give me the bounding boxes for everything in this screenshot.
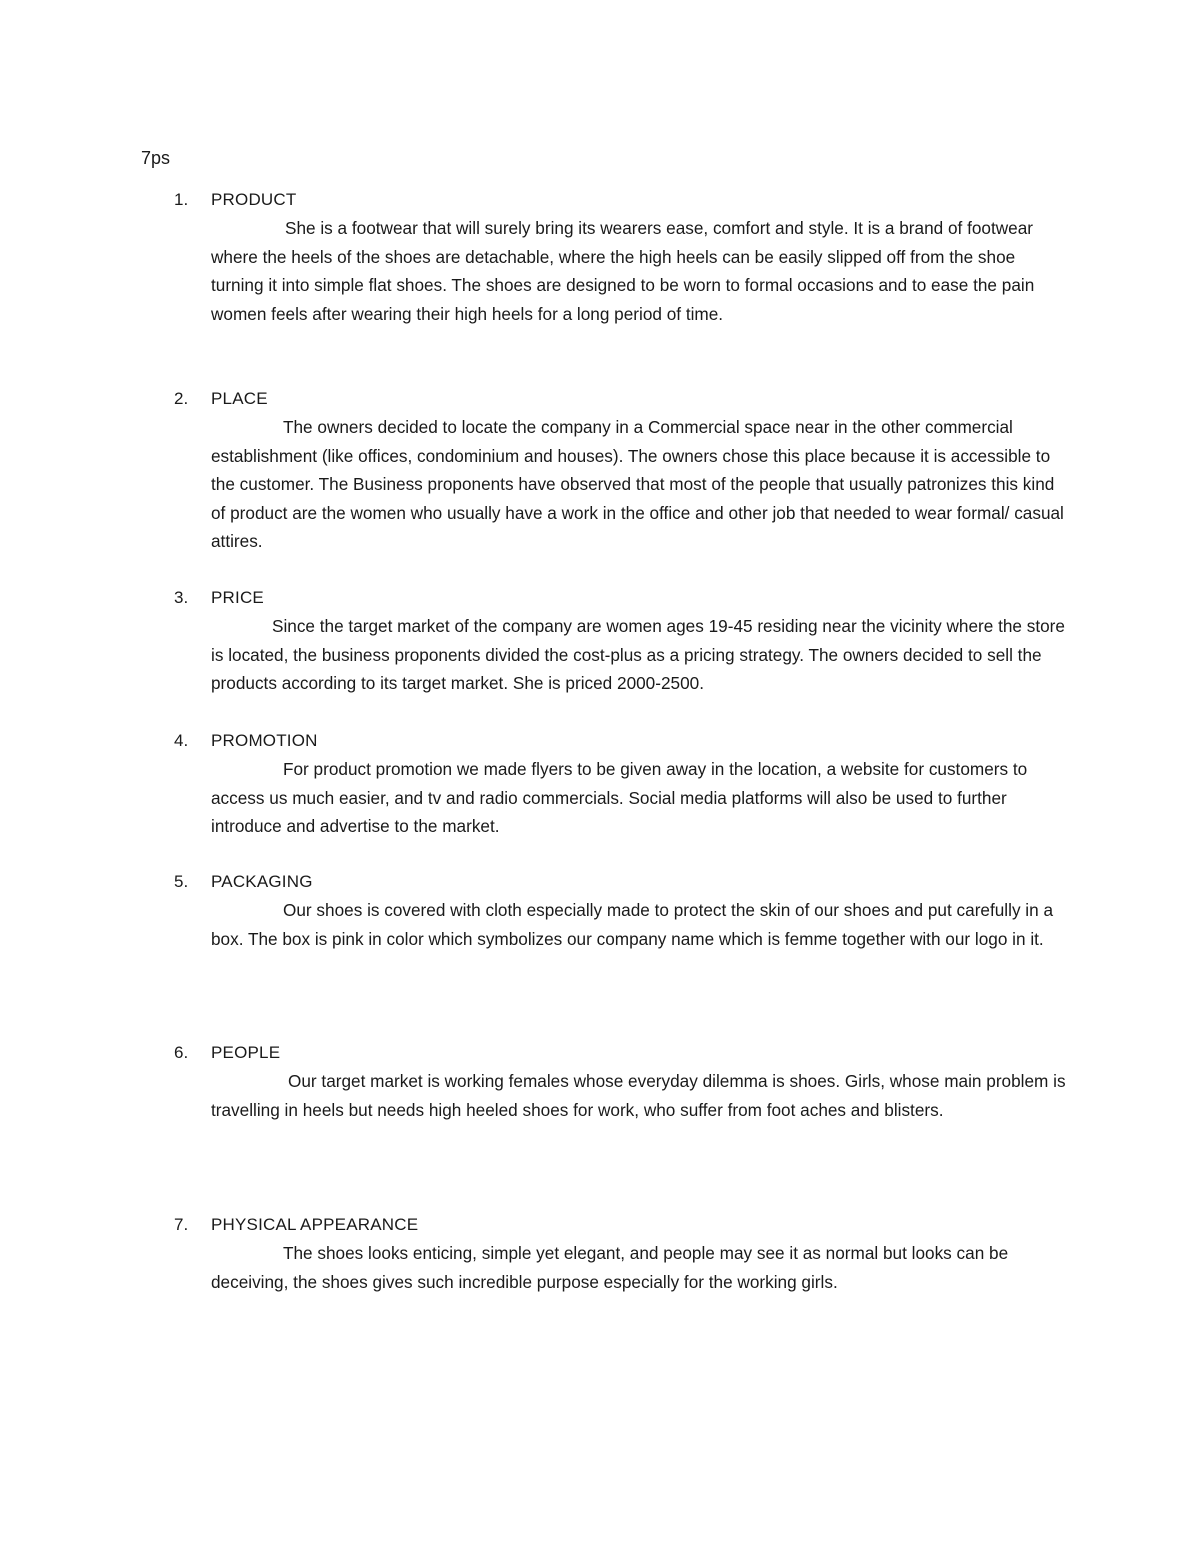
section-paragraph: Our shoes is covered with cloth especially made to protect the skin of our shoes and put carefully in a box. The box is pink in color which symbolizes our company name which is femme together with our logo in it. — [211, 900, 1054, 949]
section-number: 3. — [174, 588, 189, 607]
section-number: 4. — [174, 731, 189, 750]
section-place — [0, 385, 1200, 556]
section-heading — [0, 186, 1200, 214]
section-title: PACKAGING — [211, 872, 313, 891]
section-heading — [0, 385, 1200, 413]
section-physical-appearance — [0, 1211, 1200, 1296]
section-title: PLACE — [211, 389, 268, 408]
section-product — [0, 186, 1200, 328]
section-price — [0, 584, 1200, 698]
section-number: 1. — [174, 190, 189, 209]
section-promotion — [0, 727, 1200, 841]
document-title: 7ps — [141, 148, 171, 168]
section-title: PRODUCT — [211, 190, 297, 209]
section-paragraph: For product promotion we made flyers to be given away in the location, a website for customers to access us much easier, and tv and radio commercials. Social media platforms will also be used to further introduce and advertise to the market. — [211, 759, 1028, 837]
section-heading — [0, 868, 1200, 896]
section-paragraph: Since the target market of the company are women ages 19-45 residing near the vicinity where the store is located, the business proponents divided the cost-plus as a pricing strategy. The owners decided to sell the products according to its target market. She is priced 2000-2500. — [211, 616, 1065, 694]
section-heading — [0, 1039, 1200, 1067]
section-people — [0, 1039, 1200, 1124]
section-paragraph: She is a footwear that will surely bring its wearers ease, comfort and style. It is a brand of footwear where the heels of the shoes are detachable, where the high heels can be easily slipped off from the shoe turning it into simple flat shoes. The shoes are designed to be worn to formal occasions and to ease the pain women feels after wearing their high heels for a long period of time. — [211, 218, 1035, 324]
section-heading — [0, 727, 1200, 755]
section-title: PRICE — [211, 588, 264, 607]
section-title: PHYSICAL APPEARANCE — [211, 1215, 419, 1234]
section-title: PROMOTION — [211, 731, 318, 750]
section-paragraph: The owners decided to locate the company in a Commercial space near in the other commercial establishment (like offices, condominium and houses). The owners chose this place because it is accessible to the customer. The Business proponents have observed that most of the people that usually patronizes this kind of product are the women who usually have a work in the office and other job that needed to wear formal/ casual attires. — [211, 417, 1064, 552]
section-packaging — [0, 868, 1200, 953]
section-paragraph: Our target market is working females whose everyday dilemma is shoes. Girls, whose main problem is travelling in heels but needs high heeled shoes for work, who suffer from foot aches and blisters. — [211, 1071, 1066, 1120]
section-number: 5. — [174, 872, 189, 891]
section-heading — [0, 1211, 1200, 1239]
section-number: 7. — [174, 1215, 189, 1234]
section-title: PEOPLE — [211, 1043, 281, 1062]
section-number: 2. — [174, 389, 189, 408]
section-heading — [0, 584, 1200, 612]
section-number: 6. — [174, 1043, 189, 1062]
section-paragraph: The shoes looks enticing, simple yet elegant, and people may see it as normal but looks can be deceiving, the shoes gives such incredible purpose especially for the working girls. — [211, 1243, 1009, 1292]
